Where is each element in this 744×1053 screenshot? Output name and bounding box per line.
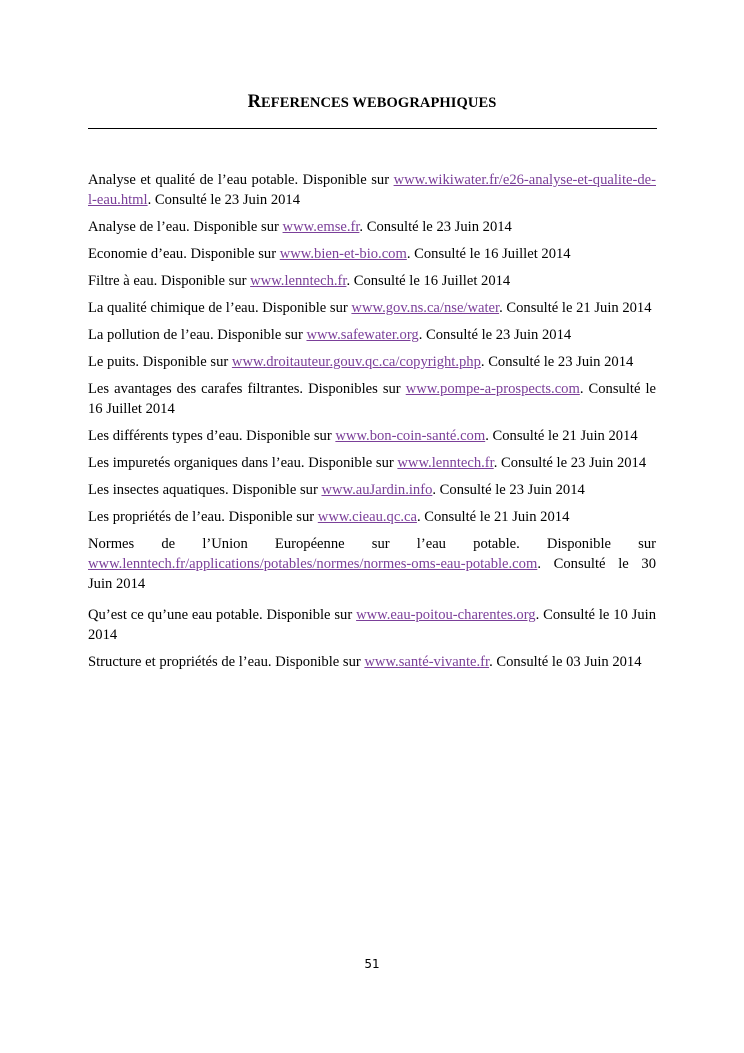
reference-link[interactable]: www.emse.fr xyxy=(282,219,360,235)
reference-link[interactable]: www.lenntech.fr xyxy=(397,455,494,471)
reference-item xyxy=(88,652,656,672)
reference-link[interactable]: www.lenntech.fr/applications/potables/normes/normes-oms-eau-potable.com xyxy=(88,556,538,572)
reference-item xyxy=(88,170,656,210)
reference-date: . Consulté le 16 Juillet 2014 xyxy=(346,273,511,289)
reference-item xyxy=(88,480,656,500)
reference-item xyxy=(88,605,656,645)
reference-link[interactable]: www.cieau.qc.ca xyxy=(317,509,417,525)
reference-date: . Consulté le 23 Juin 2014 xyxy=(480,354,634,370)
reference-link[interactable]: www.auJardin.info xyxy=(321,482,433,498)
reference-link[interactable]: www.santé-vivante.fr xyxy=(364,654,490,670)
reference-text: Filtre à eau. Disponible sur xyxy=(88,273,251,289)
reference-text: Le puits. Disponible sur xyxy=(88,354,232,370)
reference-date: . Consulté le 21 Juin 2014 xyxy=(485,428,638,444)
title-divider xyxy=(88,128,657,129)
reference-text: Analyse et qualité de l’eau potable. Disponible sur xyxy=(88,172,394,188)
reference-link[interactable]: www.droitauteur.gouv.qc.ca/copyright.php xyxy=(231,354,481,370)
reference-link[interactable]: www.wikiwater.fr/e26-analyse-et-qualite-de-l-eau.html xyxy=(88,172,656,208)
reference-date: . Consulté le 23 Juin 2014 xyxy=(359,219,512,235)
reference-link[interactable]: www.pompe-a-prospects.com xyxy=(405,381,580,397)
reference-date: . Consulté le 23 Juin 2014 xyxy=(418,327,572,343)
reference-item xyxy=(88,453,656,473)
reference-link[interactable]: www.bon-coin-santé.com xyxy=(335,428,486,444)
reference-link[interactable]: www.gov.ns.ca/nse/water xyxy=(351,300,500,316)
reference-text: Economie d’eau. Disponible sur xyxy=(88,246,280,262)
reference-item xyxy=(88,352,656,372)
reference-text: Les avantages des carafes filtrantes. Disponibles sur xyxy=(88,381,406,397)
reference-date: . Consulté le 21 Juin 2014 xyxy=(499,300,652,316)
page-title-initial: R xyxy=(247,92,262,112)
reference-item xyxy=(88,379,656,419)
reference-text: Les impuretés organiques dans l’eau. Disponible sur xyxy=(88,455,398,471)
reference-link[interactable]: www.bien-et-bio.com xyxy=(279,246,407,262)
reference-date: . Consulté le 16 Juillet 2014 xyxy=(406,246,571,262)
reference-text: Les différents types d’eau. Disponible sur xyxy=(88,428,336,444)
reference-text: Les propriétés de l’eau. Disponible sur xyxy=(88,509,318,525)
reference-item xyxy=(88,298,656,318)
reference-date: . Consulté le 21 Juin 2014 xyxy=(416,509,570,525)
reference-text: La qualité chimique de l’eau. Disponible sur xyxy=(88,300,352,316)
reference-date: . Consulté le 23 Juin 2014 xyxy=(493,455,647,471)
page-number: 51 xyxy=(364,957,380,971)
reference-link[interactable]: www.safewater.org xyxy=(306,327,419,343)
reference-link[interactable]: www.lenntech.fr xyxy=(250,273,347,289)
reference-date: . Consulté le 23 Juin 2014 xyxy=(432,482,585,498)
reference-list xyxy=(88,170,656,679)
page-title xyxy=(88,92,656,113)
reference-date: . Consulté le 16 Juillet 2014 xyxy=(88,381,656,417)
reference-link[interactable]: www.eau-poitou-charentes.org xyxy=(356,607,536,623)
reference-text: Les insectes aquatiques. Disponible sur xyxy=(88,482,322,498)
reference-text: Analyse de l’eau. Disponible sur xyxy=(88,219,283,235)
reference-item xyxy=(88,507,656,527)
reference-date: . Consulté le 30 Juin 2014 xyxy=(88,556,656,592)
reference-item xyxy=(88,244,656,264)
reference-text: Normes de l’Union Européenne sur l’eau potable. Disponible sur xyxy=(88,536,656,552)
reference-date: . Consulté le 10 Juin 2014 xyxy=(88,607,656,643)
reference-item xyxy=(88,534,656,594)
page-title-rest: EFERENCES WEBOGRAPHIQUES xyxy=(261,95,497,111)
reference-text: La pollution de l’eau. Disponible sur xyxy=(88,327,307,343)
reference-text: Qu’est ce qu’une eau potable. Disponible sur xyxy=(88,607,357,623)
reference-item xyxy=(88,217,656,237)
reference-date: . Consulté le 23 Juin 2014 xyxy=(147,192,301,208)
reference-date: . Consulté le 03 Juin 2014 xyxy=(489,654,642,670)
reference-text: Structure et propriétés de l’eau. Disponible sur xyxy=(88,654,365,670)
reference-item xyxy=(88,426,656,446)
reference-item xyxy=(88,325,656,345)
reference-item xyxy=(88,271,656,291)
